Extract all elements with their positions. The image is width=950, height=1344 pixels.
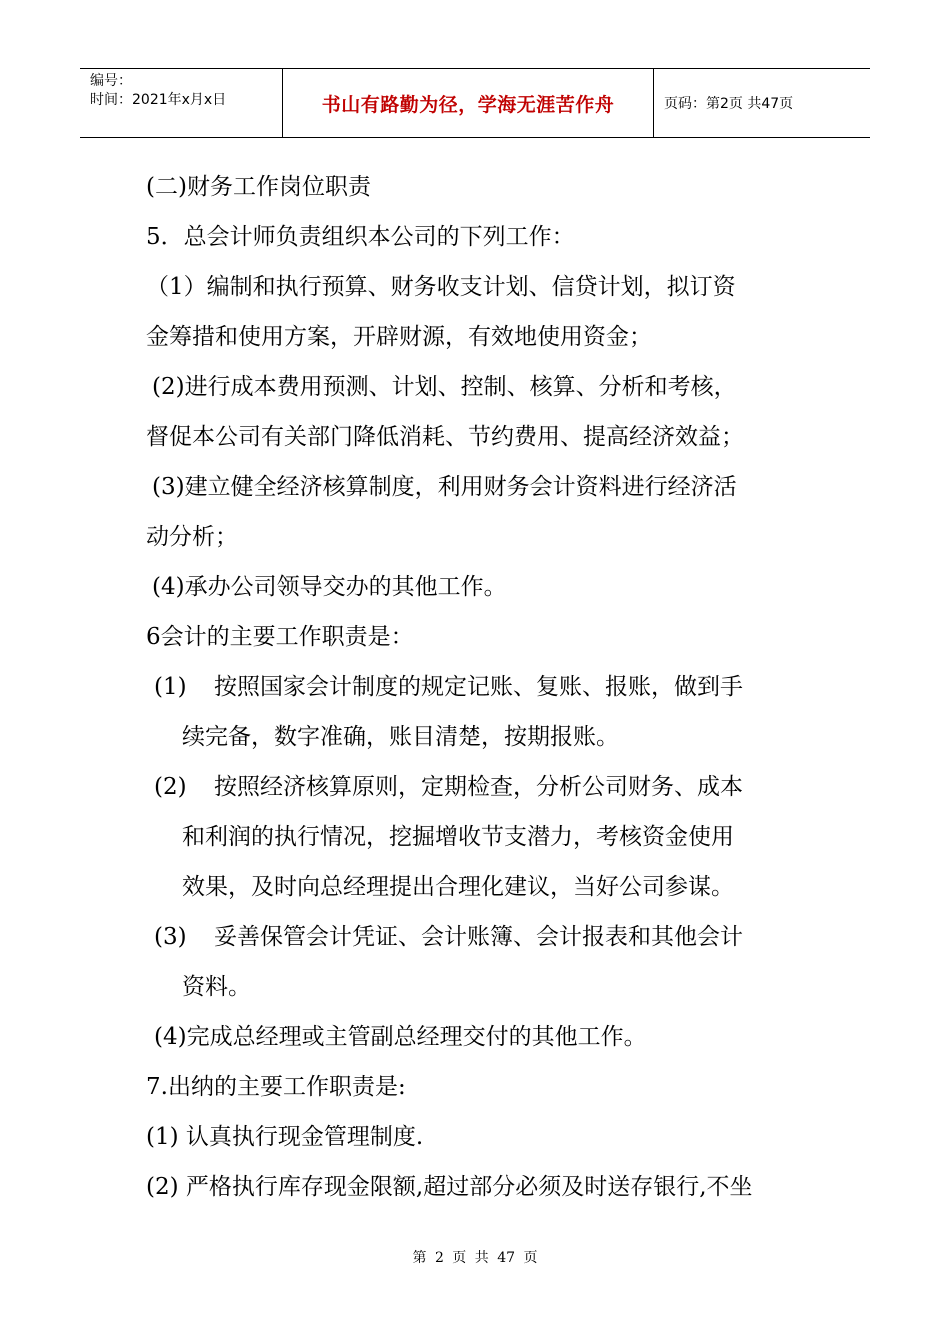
- list-item: [146, 912, 836, 962]
- header-motto: 书山有路勤为径，学海无涯苦作舟: [282, 69, 654, 137]
- paragraph-line: 7.出纳的主要工作职责是:: [146, 1074, 406, 1100]
- list-text: 妥善保管会计凭证、会计账簿、会计报表和其他会计: [214, 924, 743, 950]
- time-label: 时间：2021年x月x日: [90, 92, 227, 108]
- page-footer: 第 2 页 共 47 页: [412, 1250, 538, 1266]
- page-header: [80, 68, 870, 138]
- paragraph-line: (2)进行成本费用预测、计划、控制、核算、分析和考核，: [152, 374, 737, 400]
- number-label: 编号：: [90, 73, 132, 89]
- list-item: [146, 762, 836, 812]
- paragraph-line: 金筹措和使用方案，开辟财源，有效地使用资金；: [146, 324, 652, 350]
- list-marker: (1): [154, 674, 187, 700]
- paragraph-line: (3)建立健全经济核算制度，利用财务会计资料进行经济活: [152, 474, 737, 500]
- paragraph-line: (4)承办公司领导交办的其他工作。: [152, 574, 507, 600]
- list-item-continuation: 资料。: [182, 974, 251, 1000]
- header-page-info: 页码：第2页 共47页: [664, 96, 794, 112]
- list-text: 按照国家会计制度的规定记账、复账、报账，做到手: [214, 674, 743, 700]
- list-text: 按照经济核算原则，定期检查，分析公司财务、成本: [214, 774, 743, 800]
- paragraph-line: 督促本公司有关部门降低消耗、节约费用、提高经济效益；: [146, 424, 744, 450]
- section-heading: (二)财务工作岗位职责: [146, 174, 371, 200]
- document-body: [146, 162, 836, 1212]
- list-marker: (2): [154, 774, 187, 800]
- header-meta: [80, 69, 282, 137]
- list-item-continuation: 续完备，数字准确，账目清楚，按期报账。: [182, 724, 619, 750]
- list-item-continuation: 效果，及时向总经理提出合理化建议，当好公司参谋。: [182, 874, 734, 900]
- paragraph-line: 动分析；: [146, 524, 238, 550]
- paragraph-line: (2) 严格执行库存现金限额,超过部分必须及时送存银行,不坐: [146, 1174, 753, 1200]
- list-item: [146, 662, 836, 712]
- paragraph-line: (4)完成总经理或主管副总经理交付的其他工作。: [154, 1024, 647, 1050]
- list-marker: (3): [154, 924, 187, 950]
- paragraph-line: 5．总会计师负责组织本公司的下列工作：: [146, 224, 575, 250]
- paragraph-line: 6会计的主要工作职责是：: [146, 624, 414, 650]
- list-item-continuation: 和利润的执行情况，挖掘增收节支潜力，考核资金使用: [182, 824, 734, 850]
- paragraph-line: (1) 认真执行现金管理制度.: [146, 1124, 424, 1150]
- paragraph-line: （1）编制和执行预算、财务收支计划、信贷计划，拟订资: [146, 274, 736, 300]
